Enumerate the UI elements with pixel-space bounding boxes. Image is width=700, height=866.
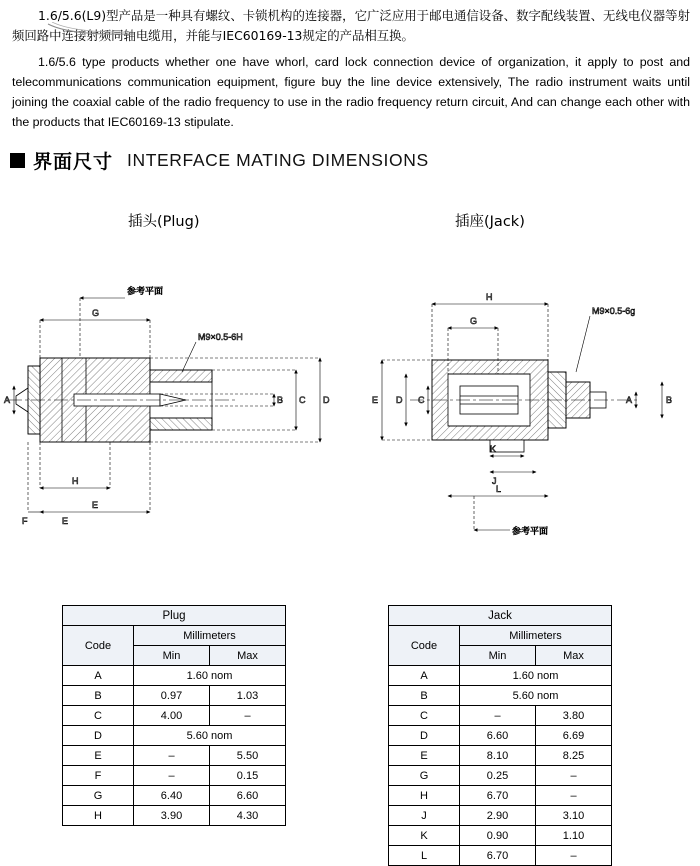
plug-technical-drawing [0,250,350,550]
table-row [63,666,286,686]
cell-min: 0.90 [460,826,536,846]
plug-dimensions-table-wrapper [62,605,286,826]
cell-min: 6.60 [460,726,536,746]
jack-table-title: Jack [389,606,612,626]
table-row [389,686,612,706]
cell-code: D [63,726,134,746]
bullet-square-icon [10,153,25,168]
svg-text:A: A [626,395,633,405]
plug-dimensions-table [62,605,286,826]
cell-max: 5.50 [210,746,286,766]
cell-min: 2.90 [460,806,536,826]
cell-code: C [63,706,134,726]
table-row [389,666,612,686]
cell-max: 6.60 [210,786,286,806]
cell-code: A [63,666,134,686]
svg-text:A: A [4,395,11,405]
svg-text:K: K [490,444,497,454]
cell-max: 1.03 [210,686,286,706]
cell-max: – [536,786,612,806]
cell-code: E [63,746,134,766]
cell-code: H [63,806,134,826]
svg-text:参考平面: 参考平面 [127,287,164,297]
svg-text:M9×0.5-6g: M9×0.5-6g [592,306,636,316]
svg-text:E: E [92,500,99,510]
cell-min: – [134,766,210,786]
jack-dimensions-table [388,605,612,866]
cell-min: 3.90 [134,806,210,826]
cell-max: 3.10 [536,806,612,826]
subtitle-jack: 插座(Jack) [455,214,525,230]
table-row [63,686,286,706]
table-row [389,846,612,866]
jack-table-max-header: Max [536,646,612,666]
plug-table-min-header: Min [134,646,210,666]
table-row [389,766,612,786]
svg-text:M9×0.5-6H: M9×0.5-6H [198,332,243,342]
svg-text:F: F [22,516,28,526]
cell-span: 5.60 nom [134,726,286,746]
table-row [63,726,286,746]
jack-table-min-header: Min [460,646,536,666]
cell-code: C [389,706,460,726]
cell-max: – [536,846,612,866]
table-row [389,786,612,806]
underline-swoosh-icon [46,22,136,38]
section-heading [10,148,429,172]
cell-code: L [389,846,460,866]
table-row [63,746,286,766]
cell-span: 1.60 nom [134,666,286,686]
svg-text:H: H [486,292,493,302]
cell-min: 6.70 [460,846,536,866]
cell-code: J [389,806,460,826]
cell-code: B [389,686,460,706]
plug-table-code-header: Code [63,626,134,666]
table-row [389,806,612,826]
table-row [63,806,286,826]
cell-code: B [63,686,134,706]
cell-code: D [389,726,460,746]
cell-code: H [389,786,460,806]
svg-text:C: C [299,395,306,405]
plug-table-title: Plug [63,606,286,626]
table-row [389,746,612,766]
subtitle-plug: 插头(Plug) [128,214,200,230]
table-row [389,726,612,746]
table-row [63,706,286,726]
svg-text:J: J [492,476,497,486]
plug-table-unit-header: Millimeters [134,626,286,646]
svg-text:参考平面: 参考平面 [512,527,549,537]
svg-text:B: B [666,395,673,405]
cell-max: – [536,766,612,786]
cell-max: 0.15 [210,766,286,786]
svg-text:C: C [418,395,425,405]
cell-code: E [389,746,460,766]
jack-table-unit-header: Millimeters [460,626,612,646]
cell-span: 1.60 nom [460,666,612,686]
cell-max: – [210,706,286,726]
cell-min: 4.00 [134,706,210,726]
cell-min: 6.70 [460,786,536,806]
section-heading-english: INTERFACE MATING DIMENSIONS [127,149,429,170]
svg-text:L: L [496,484,502,494]
svg-text:D: D [323,395,330,405]
jack-technical-drawing [350,250,700,550]
svg-text:G: G [470,316,478,326]
cell-min: 0.97 [134,686,210,706]
intro-paragraph-english: 1.6/5.6 type products whether one have whorl, card lock connection device of organization, it apply to post and telecommunications communication equipment, figure buy the line device extensively, The radio instrument waits until joining the coaxial cable of the radio frequency to use in the radio frequency return circuit, And can change each other with the products that IEC60169-13 stipulate. [12,55,690,129]
svg-text:B: B [277,395,284,405]
cell-min: 8.10 [460,746,536,766]
cell-max: 3.80 [536,706,612,726]
cell-min: – [460,706,536,726]
svg-text:D: D [396,395,403,405]
jack-table-code-header: Code [389,626,460,666]
cell-min: 0.25 [460,766,536,786]
section-heading-chinese: 界面尺寸 [33,150,114,173]
cell-span: 5.60 nom [460,686,612,706]
cell-code: K [389,826,460,846]
svg-text:G: G [92,308,100,318]
table-row [63,786,286,806]
cell-code: A [389,666,460,686]
cell-code: G [63,786,134,806]
cell-max: 4.30 [210,806,286,826]
cell-min: – [134,746,210,766]
cell-code: G [389,766,460,786]
intro-paragraph-chinese: 1.6/5.6(L9)型产品是一种具有螺纹、卡锁机构的连接器，它广泛应用于邮电通信设备、数字配线装置、无线电仪器等射频回路中连接射频同轴电缆用，并能与IEC60169-13规定的产品相互换。 [12,8,690,43]
svg-text:H: H [72,476,79,486]
svg-text:E: E [372,395,379,405]
cell-max: 1.10 [536,826,612,846]
jack-dimensions-table-wrapper [388,605,612,866]
svg-text:E: E [62,516,69,526]
cell-max: 6.69 [536,726,612,746]
table-row [389,706,612,726]
plug-table-max-header: Max [210,646,286,666]
cell-min: 6.40 [134,786,210,806]
table-row [63,766,286,786]
cell-code: F [63,766,134,786]
cell-max: 8.25 [536,746,612,766]
